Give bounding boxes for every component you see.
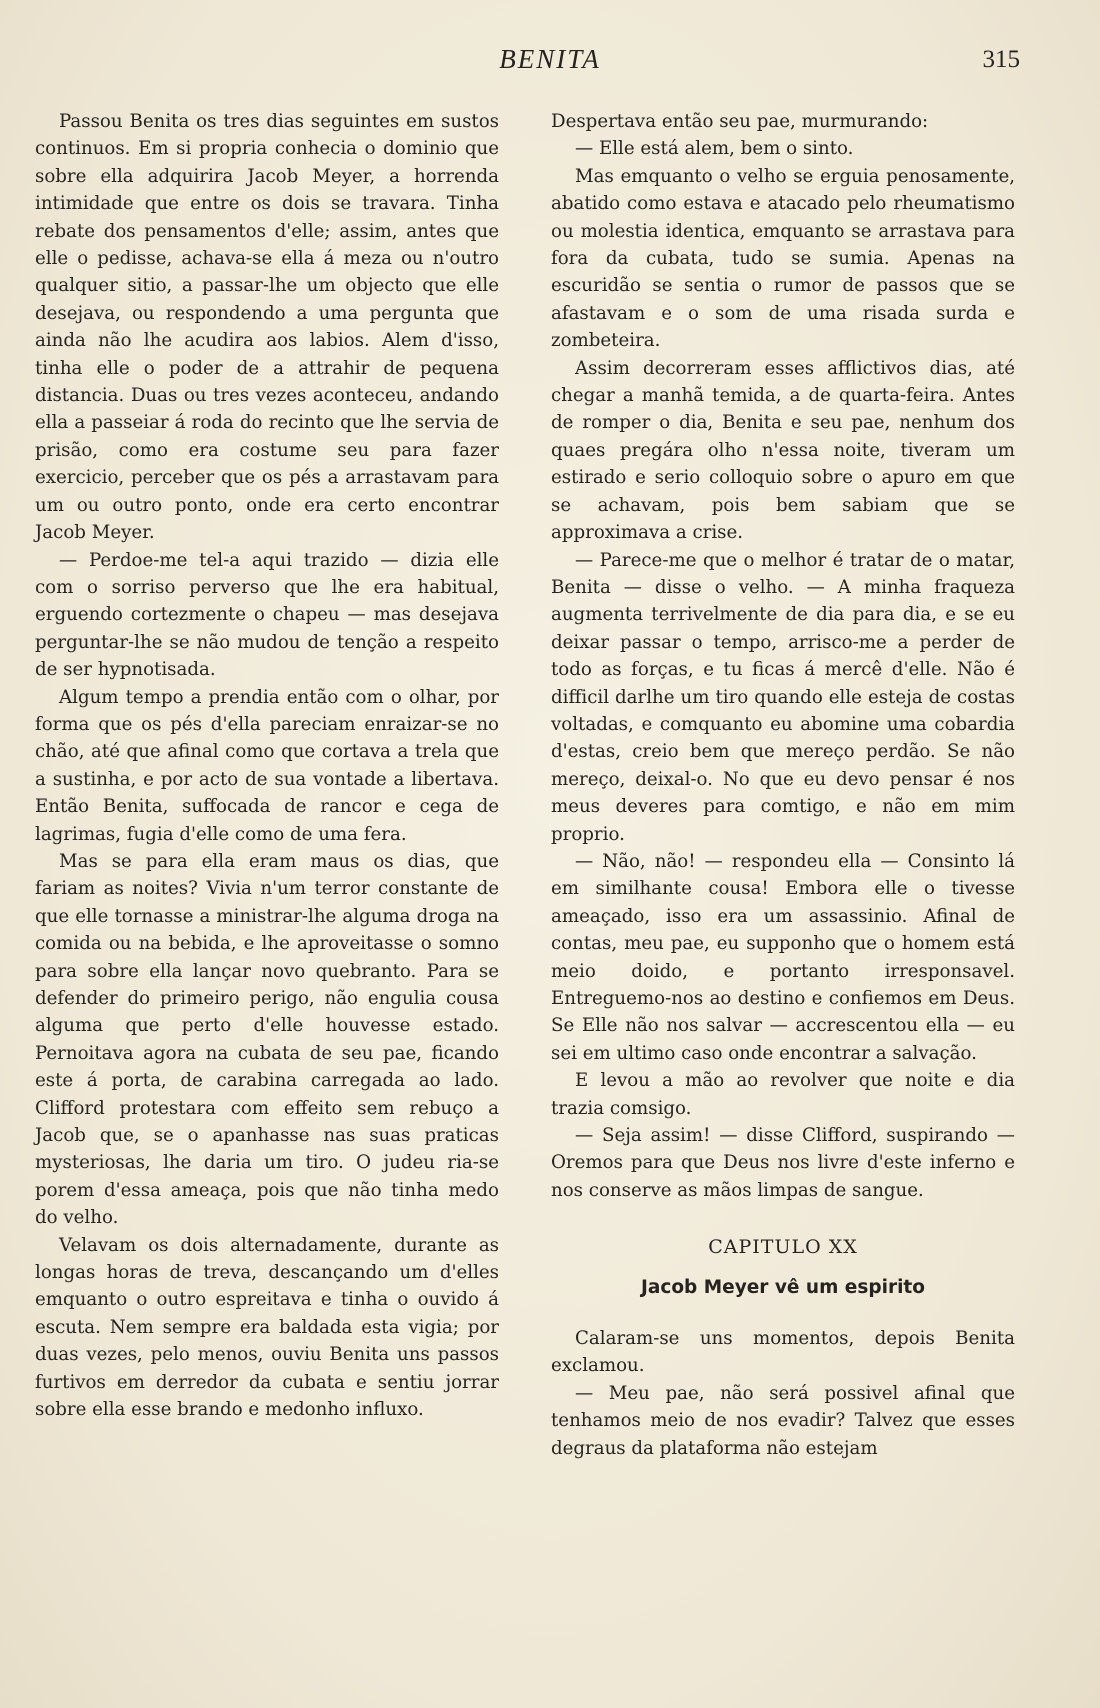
paragraph: Passou Benita os tres dias seguintes em sustos continuos. Em si propria conhecia o dominio que sobre ella adquirira Jacob Meyer, a horrenda intimidade que entre os dois se travara. Tinha rebate dos pensamentos d'elle; assim, antes que elle o pedisse, achava-se ella á meza ou n'outro qualquer sitio, a passar-lhe um objecto que elle desejava, ou respondendo a uma pergunta que ainda não lhe acudira aos labios. Alem d'isso, tinha elle o poder de a attrahir de pequena distancia. Duas ou tres vezes aconteceu, andando ella a passeiar á roda do recinto que lhe servia de prisão, como era costume seu para fazer exercicio, perceber que os pés a arrastavam para um ou outro ponto, onde era certo encontrar Jacob Meyer. bbox=[35, 111, 499, 544]
paragraph: Mas se para ella eram maus os dias, que fariam as noites? Vivia n'um terror constante de que elle tornasse a ministrar-lhe alguma droga na comida ou na bebida, e lhe aproveitasse o somno para sobre ella lançar novo quebranto. Para se defender do primeiro perigo, não engulia cousa alguma que perto d'elle houvesse estado. Pernoitava agora na cubata de seu pae, ficando este á porta, de carabina carregada ao lado. Clifford protestara com effeito sem rebuço a Jacob que, se o apanhasse nas suas praticas mysteriosas, lhe daria um tiro. O judeu ria-se porem d'essa ameaça, pois que não tinha medo do velho. bbox=[35, 850, 499, 1229]
paragraph: Assim decorreram esses afflictivos dias, até chegar a manhã temida, a de quarta-feira. Antes de romper o dia, Benita e seu pae, nenhum dos quaes pregára olho n'essa noite, tiveram um estirado e serio colloquio sobre o apuro em que se achavam, pois bem sabiam que se approximava a crise. bbox=[551, 357, 1015, 544]
paragraph: E levou a mão ao revolver que noite e dia trazia comsigo. bbox=[551, 1070, 1015, 1119]
paragraph: Velavam os dois alternadamente, durante as longas horas de treva, descançando um d'elles emquanto o outro espreitava e tinha o ouvido á escuta. Nem sempre era baldada esta vigia; por duas vezes, pelo menos, ouviu Benita uns passos furtivos em derredor da cubata e sentiu jorrar sobre ella esse brando e medonho influxo. bbox=[35, 1234, 499, 1421]
chapter-title: Jacob Meyer vê um espirito bbox=[641, 1276, 925, 1298]
running-header bbox=[0, 40, 1100, 80]
left-column bbox=[35, 108, 499, 1462]
right-column bbox=[551, 108, 1015, 1462]
text-columns bbox=[35, 108, 1015, 1462]
paragraph: Despertava então seu pae, murmurando: bbox=[551, 111, 929, 132]
paragraph: Mas emquanto o velho se erguia penosamente, abatido como estava e atacado pelo rheumatismo ou molestia identica, emquanto se arrastava para fora da cubata, tudo se sumia. Apenas na escuridão se sentia o rumor de passos que se afastavam e o som de uma risada surda e zombeteira. bbox=[551, 165, 1015, 352]
page-number: 315 bbox=[982, 46, 1020, 73]
paragraph: — Meu pae, não será possivel afinal que tenhamos meio de nos evadir? Talvez que esses degraus da plataforma não estejam bbox=[551, 1382, 1015, 1459]
paragraph: Calaram-se uns momentos, depois Benita exclamou. bbox=[551, 1328, 1015, 1377]
running-title: BENITA bbox=[499, 44, 601, 74]
paragraph: — Elle está alem, bem o sinto. bbox=[575, 138, 854, 160]
paragraph: — Parece-me que o melhor é tratar de o matar, Benita — disse o velho. — A minha fraqueza augmenta terrivelmente de dia para dia, e se eu deixar passar o tempo, arrisco-me a perder de todo as forças, e tu ficas á mercê d'elle. Não é difficil darlhe um tiro quando elle esteja de costas voltadas, e comquanto eu abomine uma cobardia d'estas, creio bem que mereço perdão. Se não mereço, deixal-o. No que eu devo pensar é nos meus deveres para comtigo, e não em mim proprio. bbox=[551, 549, 1015, 845]
paragraph: Algum tempo a prendia então com o olhar, por forma que os pés d'ella pareciam enraizar-se no chão, até que afinal como que cortava a trela que a sustinha, e por acto de sua vontade a libertava. Então Benita, suffocada de rancor e cega de lagrimas, fugia d'elle como de uma fera. bbox=[35, 686, 499, 845]
chapter-number: CAPITULO XX bbox=[708, 1236, 858, 1259]
paragraph: — Não, não! — respondeu ella — Consinto lá em similhante cousa! Embora elle o tivesse ameaçado, isso era um assassinio. Afinal de contas, meu pae, eu supponho que o homem está meio doido, e portanto irresponsavel. Entreguemo-nos ao destino e confiemos em Deus. Se Elle não nos salvar — accrescentou ella — eu sei em ultimo caso onde encontrar a salvação. bbox=[551, 850, 1015, 1064]
paragraph: — Seja assim! — disse Clifford, suspirando — Oremos para que Deus nos livre d'este inferno e nos conserve as mãos limpas de sangue. bbox=[551, 1125, 1015, 1201]
paragraph: — Perdoe-me tel-a aqui trazido — dizia elle com o sorriso perverso que lhe era habitual, erguendo cortezmente o chapeu — mas desejava perguntar-lhe se não mudou de tenção a respeito de ser hypnotisada. bbox=[35, 549, 499, 681]
